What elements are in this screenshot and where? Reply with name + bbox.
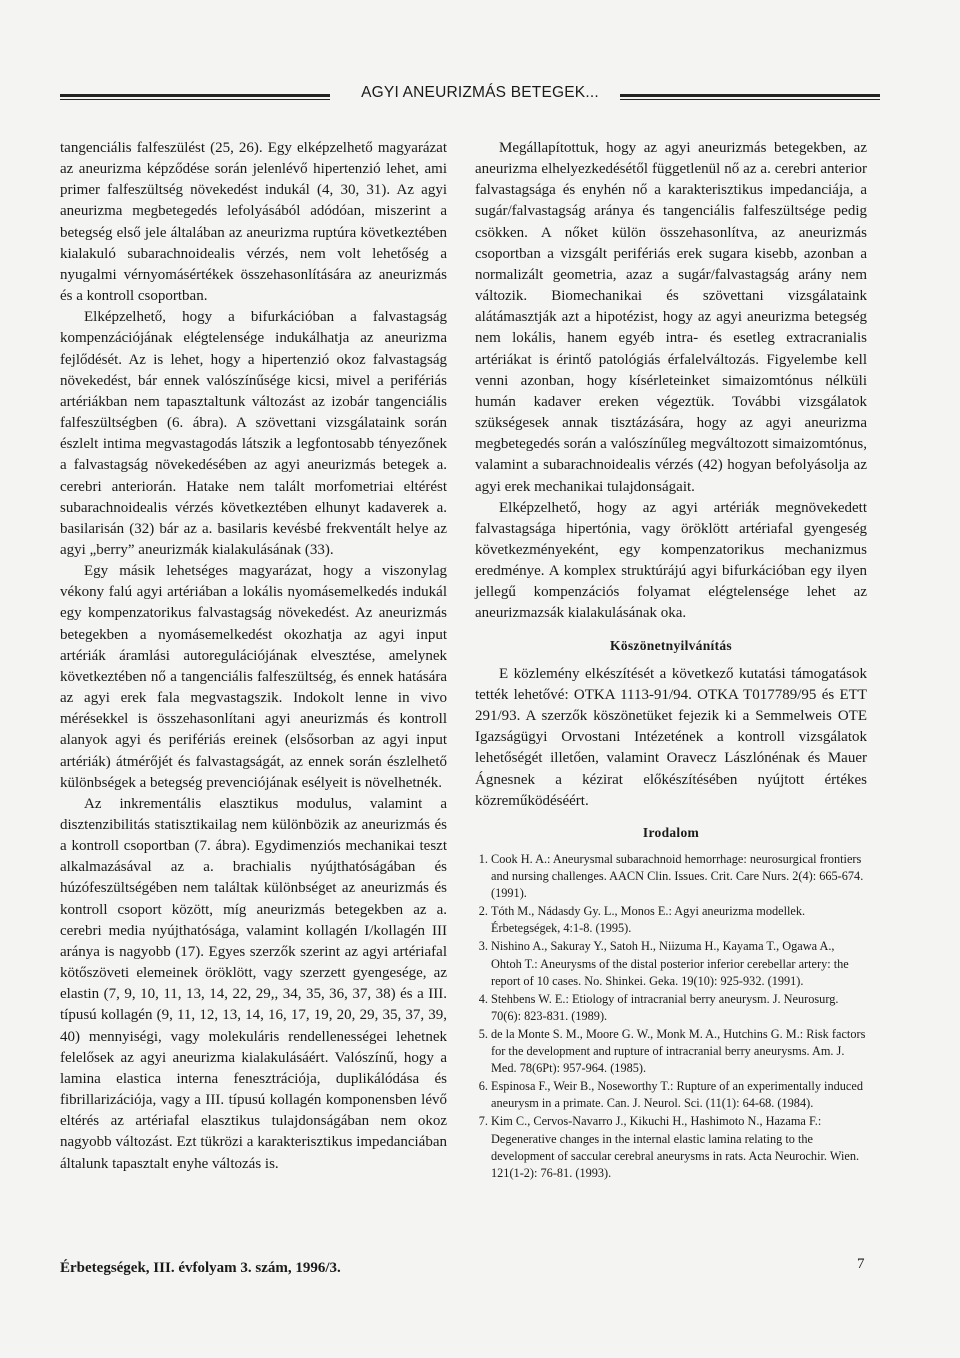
reference-item: 3. Nishino A., Sakuray Y., Satoh H., Niizuma H., Kayama T., Ogawa A., Ohtoh T.: Aneurysms of the distal posterior inferior cerebellar artery: the report of 10 cases. No. Shinkei. Geka. 19(10): 925-932. (1991).	[491, 938, 867, 989]
page-number: 7	[857, 1256, 865, 1272]
reference-list	[475, 851, 867, 1182]
journal-footer: Érbetegségek, III. évfolyam 3. szám, 1996/3.	[60, 1260, 341, 1276]
reference-item: 5. de la Monte S. M., Moore G. W., Monk M. A., Hutchins G. M.: Risk factors for the development and rupture of intracranial berry aneurysms. Am. J. Med. 78(6Pt): 957-964. (1985).	[491, 1026, 867, 1077]
right-column	[475, 138, 867, 1183]
header-rule-right	[620, 94, 880, 100]
reference-item: 2. Tóth M., Nádasdy Gy. L., Monos E.: Agyi aneurizma modellek. Érbetegségek, 4:1-8. (1995).	[491, 903, 867, 937]
left-paragraph-4: Az inkrementális elasztikus modulus, valamint a disztenzibilitás statisztikailag nem különbözik az aneurizmás és a kontroll csoportban (7. ábra). Egydimenziós mechanikai teszt alkalmazásával az a. brachialis nyújthatóságában és húzófeszültségében nem találtak különbséget az aneurizmás és kontroll csoport között, míg aneurizmás betegekben az a. cerebri media nyújthatósága, valamint kollagén I/kollagén III aránya is nagyobb (17). Egyes szerzők szerint az agyi artériafal kötőszöveti elemeinek öröklött, vagy szerzett gyengesége, az elastin (7, 9, 10, 11, 13, 14, 22, 29,, 34, 35, 36, 37, 38) és a III. típusú kollagén (9, 11, 12, 13, 14, 16, 17, 19, 20, 29, 35, 37, 39, 40) mennyiségi, vagy molekuláris rendellenességei lehetnek felelősek az agyi aneurizma kialakulásáért. Valószínű, hogy a lamina elastica interna fenesztrációja, duplikálódása és fibrillarizációja, vagy a III. típusú kollagén komponensben lévő eltérés az artériafal elasztikus tulajdonságában nem okoz nagyobb változást. Ezt tükrözi a karakterisztikus impedanciában általunk tapasztalt enyhe változás is.	[60, 795, 447, 1172]
reference-item: 4. Stehbens W. E.: Etiology of intracranial berry aneurysm. J. Neurosurg. 70(6): 823-831. (1989).	[491, 991, 867, 1025]
left-column	[60, 138, 447, 1175]
left-paragraph-1: tangenciális falfeszülést (25, 26). Egy elképzelhető magyarázat az aneurizma képződése során jelenlévő hipertenzió lehet, ami primer falfeszültség növekedést indukál (4, 30, 31). Az agyi aneurizma megbetegedés lefolyásából adódóan, miszerint a betegség első jele általában az aneurizma ruptúra következtében kialakuló subarachnoidealis vérzés, nem volt lehetőség a nyugalmi vérnyomásértékek összehasonlítására az aneurizmás és a kontroll csoportban.	[60, 140, 447, 305]
references-heading: Irodalom	[642, 824, 700, 840]
running-header	[60, 84, 880, 110]
running-header-title: AGYI ANEURIZMÁS BETEGEK...	[361, 84, 599, 101]
right-paragraph-1: Megállapítottuk, hogy az agyi aneurizmás betegekben, az aneurizma elhelyezkedésétől függetlenül nő az a. cerebri anterior falvastagsága és enyhén nő a karakterisztikus impedanciája, a sugár/falvastagság aránya és tangenciális falfeszültsége pedig csökken. A nőket külön összehasonlítva, az aneurizmás csoportban a vizsgált perifériás erek sugara kisebb, azonban a normalizált geometria, azaz a sugár/falvastagság arány nem változik. Biomechanikai és szövettani vizsgálataink alátámasztják azt a hipotézist, hogy az agyi aneurizma betegség nem lokális, hanem egyéb intra- és esetleg extracranialis artériákat is érintő patológiás érfalelváltozás. Figyelembe kell venni azonban, hogy kísérleteinket simaizomtónus nélküli humán kadaver ereken végeztük. További vizsgálatok szükségesek annak tisztázására, hogy az agyi aneurizma megbetegedés során a valószínűleg megváltozott simaizomtónus, valamint a subarachnoidealis vérzés (42) hogyan befolyásolja az agyi erek mechanikai tulajdonságait.	[475, 140, 867, 495]
left-paragraph-2: Elképzelhető, hogy a bifurkációban a falvastagság kompenzációjának elégtelensége indukálhatja az aneurizma fejlődését. Az is lehet, hogy a hipertenzió okoz falvastagság növekedést, bár ennek valószínűsége kicsi, mivel a perifériás artériákban nem tapasztaltunk változást az izobár tangenciális falfeszültségben (6. ábra). A szövettani vizsgálataink során észlelt intima megvastagodás látszik a legfontosabb tényezőnek a falvastagság növekedésében az agyi aneurizmás betegek a. cerebri anteriorán. Hatake nem talált morfometriai eltérést subarachnoidealis vérzés következtében elhunyt kadaverek a. basilarisán (32) bár az a. basilaris kevésbé frekventált helye az agyi „berry” aneurizmák kialakulásának (33).	[60, 309, 447, 558]
acknowledgement-text: E közlemény elkészítését a következő kutatási támogatások tették lehetővé: OTKA 1113-91/94. OTKA T017789/95 és ETT 291/93. A szerzők köszönetüket fejezik ki a Semmelweis OTE Igazságügyi Orvostani Intézetének a kontroll vizsgálatok lehetőségét illetően, valamint Oravecz Lászlónénak és Mauer Ágnesnek a kézirat előkészítésében nyújtott értékes közreműködéséért.	[475, 665, 867, 809]
reference-item: 1. Cook H. A.: Aneurysmal subarachnoid hemorrhage: neurosurgical frontiers and nursing challenges. AACN Clin. Issues. Crit. Care Nurs. 2(4): 665-674. (1991).	[491, 851, 867, 902]
reference-item: 7. Kim C., Cervos-Navarro J., Kikuchi H., Hashimoto N., Hazama F.: Degenerative changes in the internal elastic lamina relating to the development of saccular cerebral aneurysms in rats. Acta Neurochir. Wien. 121(1-2): 76-81. (1993).	[491, 1113, 867, 1181]
acknowledgement-heading: Köszönetnyilvánítás	[610, 637, 732, 653]
reference-item: 6. Espinosa F., Weir B., Noseworthy T.: Rupture of an experimentally induced aneurysm in a primate. Can. J. Neurol. Sci. (11(1): 64-68. (1984).	[491, 1078, 867, 1112]
right-paragraph-2: Elképzelhető, hogy az agyi artériák megnövekedett falvastagsága hipertónia, vagy öröklött artériafal gyengeség következményeként, egy kompenzatorikus mechanizmus eredménye. A komplex struktúrájú agyi bifurkációban egy ilyen jellegű kompenzációs folyamat elégtelensége lehet az aneurizmazsák kialakulásának oka.	[475, 499, 867, 622]
header-rule-left	[60, 94, 330, 100]
left-paragraph-3: Egy másik lehetséges magyarázat, hogy a viszonylag vékony falú agyi artériában a lokális nyomásemelkedés indukál egy kompenzatorikus falvastagság növekedést. Az aneurizmás betegekben a nyomásemelkedést okozhatja az agyi input artériák áramlási autoregulációjának elvesztése, amelynek következtében nő a tangenciális falfeszültség, és ennek hatására az agyi erek fala megvastagszik. Indokolt lenne in vivo mérésekkel is összehasonlítani agyi aneurizmás és kontroll alanyok agyi és perifériás ereinek (elsősorban az agyi input artériák) átmérőjét és falvastagságát, az ennek során észlelhető különbségek a betegség prevenciójának esélyeit is növelhetnék.	[60, 563, 447, 791]
